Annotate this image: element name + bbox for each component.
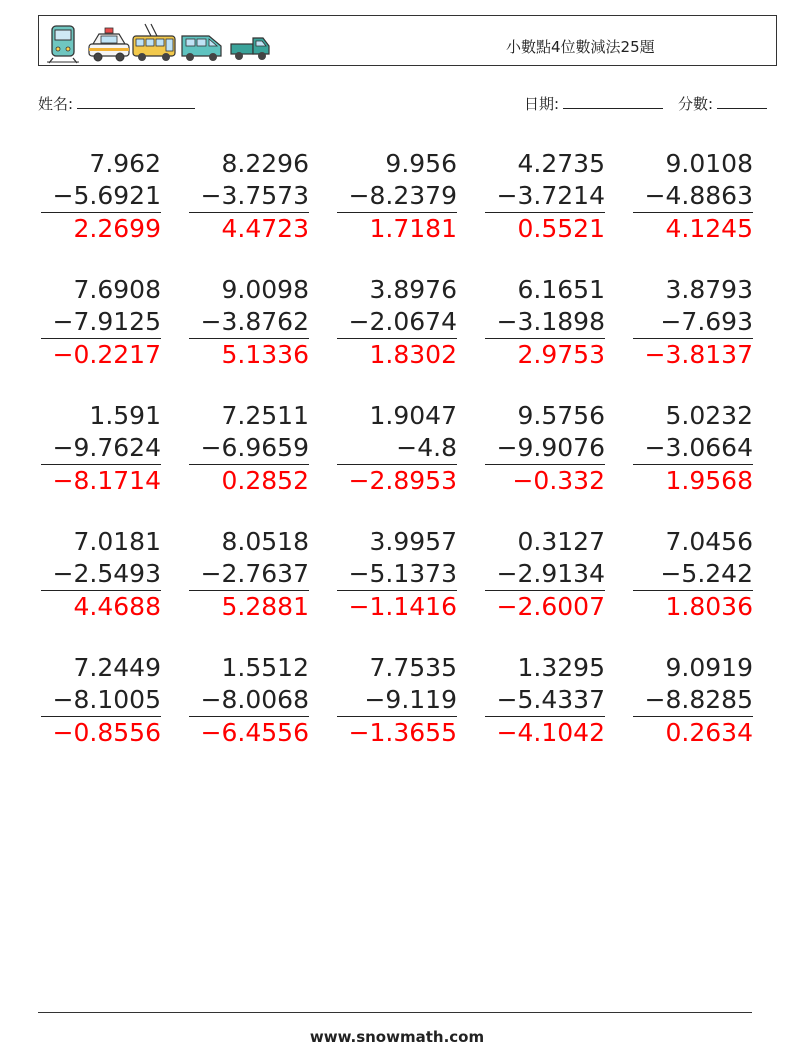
- subtrahend: −5.1373: [337, 558, 457, 591]
- minuend: 8.2296: [221, 149, 309, 178]
- answer: 4.1245: [665, 214, 753, 243]
- answer: 2.9753: [517, 340, 605, 369]
- minuend: 1.591: [89, 401, 161, 430]
- answer: 0.2634: [665, 718, 753, 747]
- subtrahend: −3.7573: [189, 180, 309, 213]
- answer: 2.2699: [73, 214, 161, 243]
- date-label: 日期:: [524, 95, 560, 113]
- minuend: 8.0518: [221, 527, 309, 556]
- answer: 1.9568: [665, 466, 753, 495]
- problem-13: [337, 400, 457, 497]
- minuend: 9.0108: [665, 149, 753, 178]
- subtrahend: −9.9076: [485, 432, 605, 465]
- problem-19: [485, 526, 605, 623]
- subtrahend: −2.5493: [41, 558, 161, 591]
- problem-12: [189, 400, 309, 497]
- subtrahend: −2.7637: [189, 558, 309, 591]
- minuend: 5.0232: [665, 401, 753, 430]
- score-label: 分數:: [678, 95, 714, 113]
- trolleybus-icon: [131, 22, 177, 64]
- problem-2: [189, 148, 309, 245]
- minuend: 3.8793: [665, 275, 753, 304]
- answer: −4.1042: [496, 718, 605, 747]
- name-blank: [77, 94, 195, 109]
- subtrahend: −2.0674: [337, 306, 457, 339]
- problem-5: [633, 148, 753, 245]
- minuend: 9.0098: [221, 275, 309, 304]
- minuend: 9.0919: [665, 653, 753, 682]
- subtrahend: −8.1005: [41, 684, 161, 717]
- problem-16: [41, 526, 161, 623]
- answer: −0.332: [512, 466, 605, 495]
- problem-24: [485, 652, 605, 749]
- answer: −0.2217: [52, 340, 161, 369]
- answer: −1.1416: [348, 592, 457, 621]
- subtrahend: −9.119: [337, 684, 457, 717]
- subtrahend: −9.7624: [41, 432, 161, 465]
- footer-site: www.snowmath.com: [309, 1028, 485, 1046]
- problem-14: [485, 400, 605, 497]
- answer: 0.2852: [221, 466, 309, 495]
- problem-8: [337, 274, 457, 371]
- answer: −3.8137: [644, 340, 753, 369]
- van-icon: [179, 22, 225, 64]
- problem-4: [485, 148, 605, 245]
- minuend: 6.1651: [517, 275, 605, 304]
- subtrahend: −5.242: [633, 558, 753, 591]
- police-car-icon: [87, 22, 131, 64]
- name-field: [38, 93, 195, 114]
- subtrahend: −4.8: [337, 432, 457, 465]
- answer: −2.6007: [496, 592, 605, 621]
- answer: 1.7181: [369, 214, 457, 243]
- minuend: 3.9957: [369, 527, 457, 556]
- answer: 5.2881: [221, 592, 309, 621]
- minuend: 7.2449: [73, 653, 161, 682]
- subtrahend: −5.6921: [41, 180, 161, 213]
- problem-1: [41, 148, 161, 245]
- problem-20: [633, 526, 753, 623]
- answer: 1.8302: [369, 340, 457, 369]
- problem-7: [189, 274, 309, 371]
- answer: −2.8953: [348, 466, 457, 495]
- answer: −1.3655: [348, 718, 457, 747]
- subtrahend: −2.9134: [485, 558, 605, 591]
- subtrahend: −7.9125: [41, 306, 161, 339]
- problem-22: [189, 652, 309, 749]
- pickup-truck-icon: [229, 22, 273, 64]
- worksheet-title: 小數點4位數減法25題: [506, 38, 655, 56]
- answer: −6.4556: [200, 718, 309, 747]
- answer: 1.8036: [665, 592, 753, 621]
- problem-9: [485, 274, 605, 371]
- answer: 4.4688: [73, 592, 161, 621]
- minuend: 4.2735: [517, 149, 605, 178]
- subtrahend: −4.8863: [633, 180, 753, 213]
- subtrahend: −3.1898: [485, 306, 605, 339]
- minuend: 7.0181: [73, 527, 161, 556]
- date-blank: [563, 94, 663, 109]
- minuend: 9.5756: [517, 401, 605, 430]
- subtrahend: −8.2379: [337, 180, 457, 213]
- minuend: 7.0456: [665, 527, 753, 556]
- answer: 5.1336: [221, 340, 309, 369]
- minuend: 7.7535: [369, 653, 457, 682]
- minuend: 1.3295: [517, 653, 605, 682]
- answer: 4.4723: [221, 214, 309, 243]
- name-label: 姓名:: [38, 95, 74, 113]
- minuend: 7.2511: [221, 401, 309, 430]
- subtrahend: −3.0664: [633, 432, 753, 465]
- answer: 0.5521: [517, 214, 605, 243]
- subtrahend: −6.9659: [189, 432, 309, 465]
- minuend: 7.962: [89, 149, 161, 178]
- minuend: 9.956: [385, 149, 457, 178]
- tram-icon: [47, 22, 81, 64]
- subtrahend: −8.0068: [189, 684, 309, 717]
- worksheet-header: [38, 15, 777, 66]
- subtrahend: −7.693: [633, 306, 753, 339]
- minuend: 0.3127: [517, 527, 605, 556]
- subtrahend: −3.7214: [485, 180, 605, 213]
- problem-10: [633, 274, 753, 371]
- subtrahend: −3.8762: [189, 306, 309, 339]
- problem-21: [41, 652, 161, 749]
- problem-3: [337, 148, 457, 245]
- minuend: 1.5512: [221, 653, 309, 682]
- subtrahend: −5.4337: [485, 684, 605, 717]
- problem-15: [633, 400, 753, 497]
- problem-23: [337, 652, 457, 749]
- date-field: [524, 93, 663, 114]
- problem-6: [41, 274, 161, 371]
- problem-25: [633, 652, 753, 749]
- answer: −8.1714: [52, 466, 161, 495]
- score-blank: [717, 94, 767, 109]
- footer-divider: [38, 1012, 752, 1013]
- minuend: 1.9047: [369, 401, 457, 430]
- problem-18: [337, 526, 457, 623]
- minuend: 3.8976: [369, 275, 457, 304]
- subtrahend: −8.8285: [633, 684, 753, 717]
- problem-11: [41, 400, 161, 497]
- problem-17: [189, 526, 309, 623]
- score-field: [678, 93, 767, 114]
- minuend: 7.6908: [73, 275, 161, 304]
- answer: −0.8556: [52, 718, 161, 747]
